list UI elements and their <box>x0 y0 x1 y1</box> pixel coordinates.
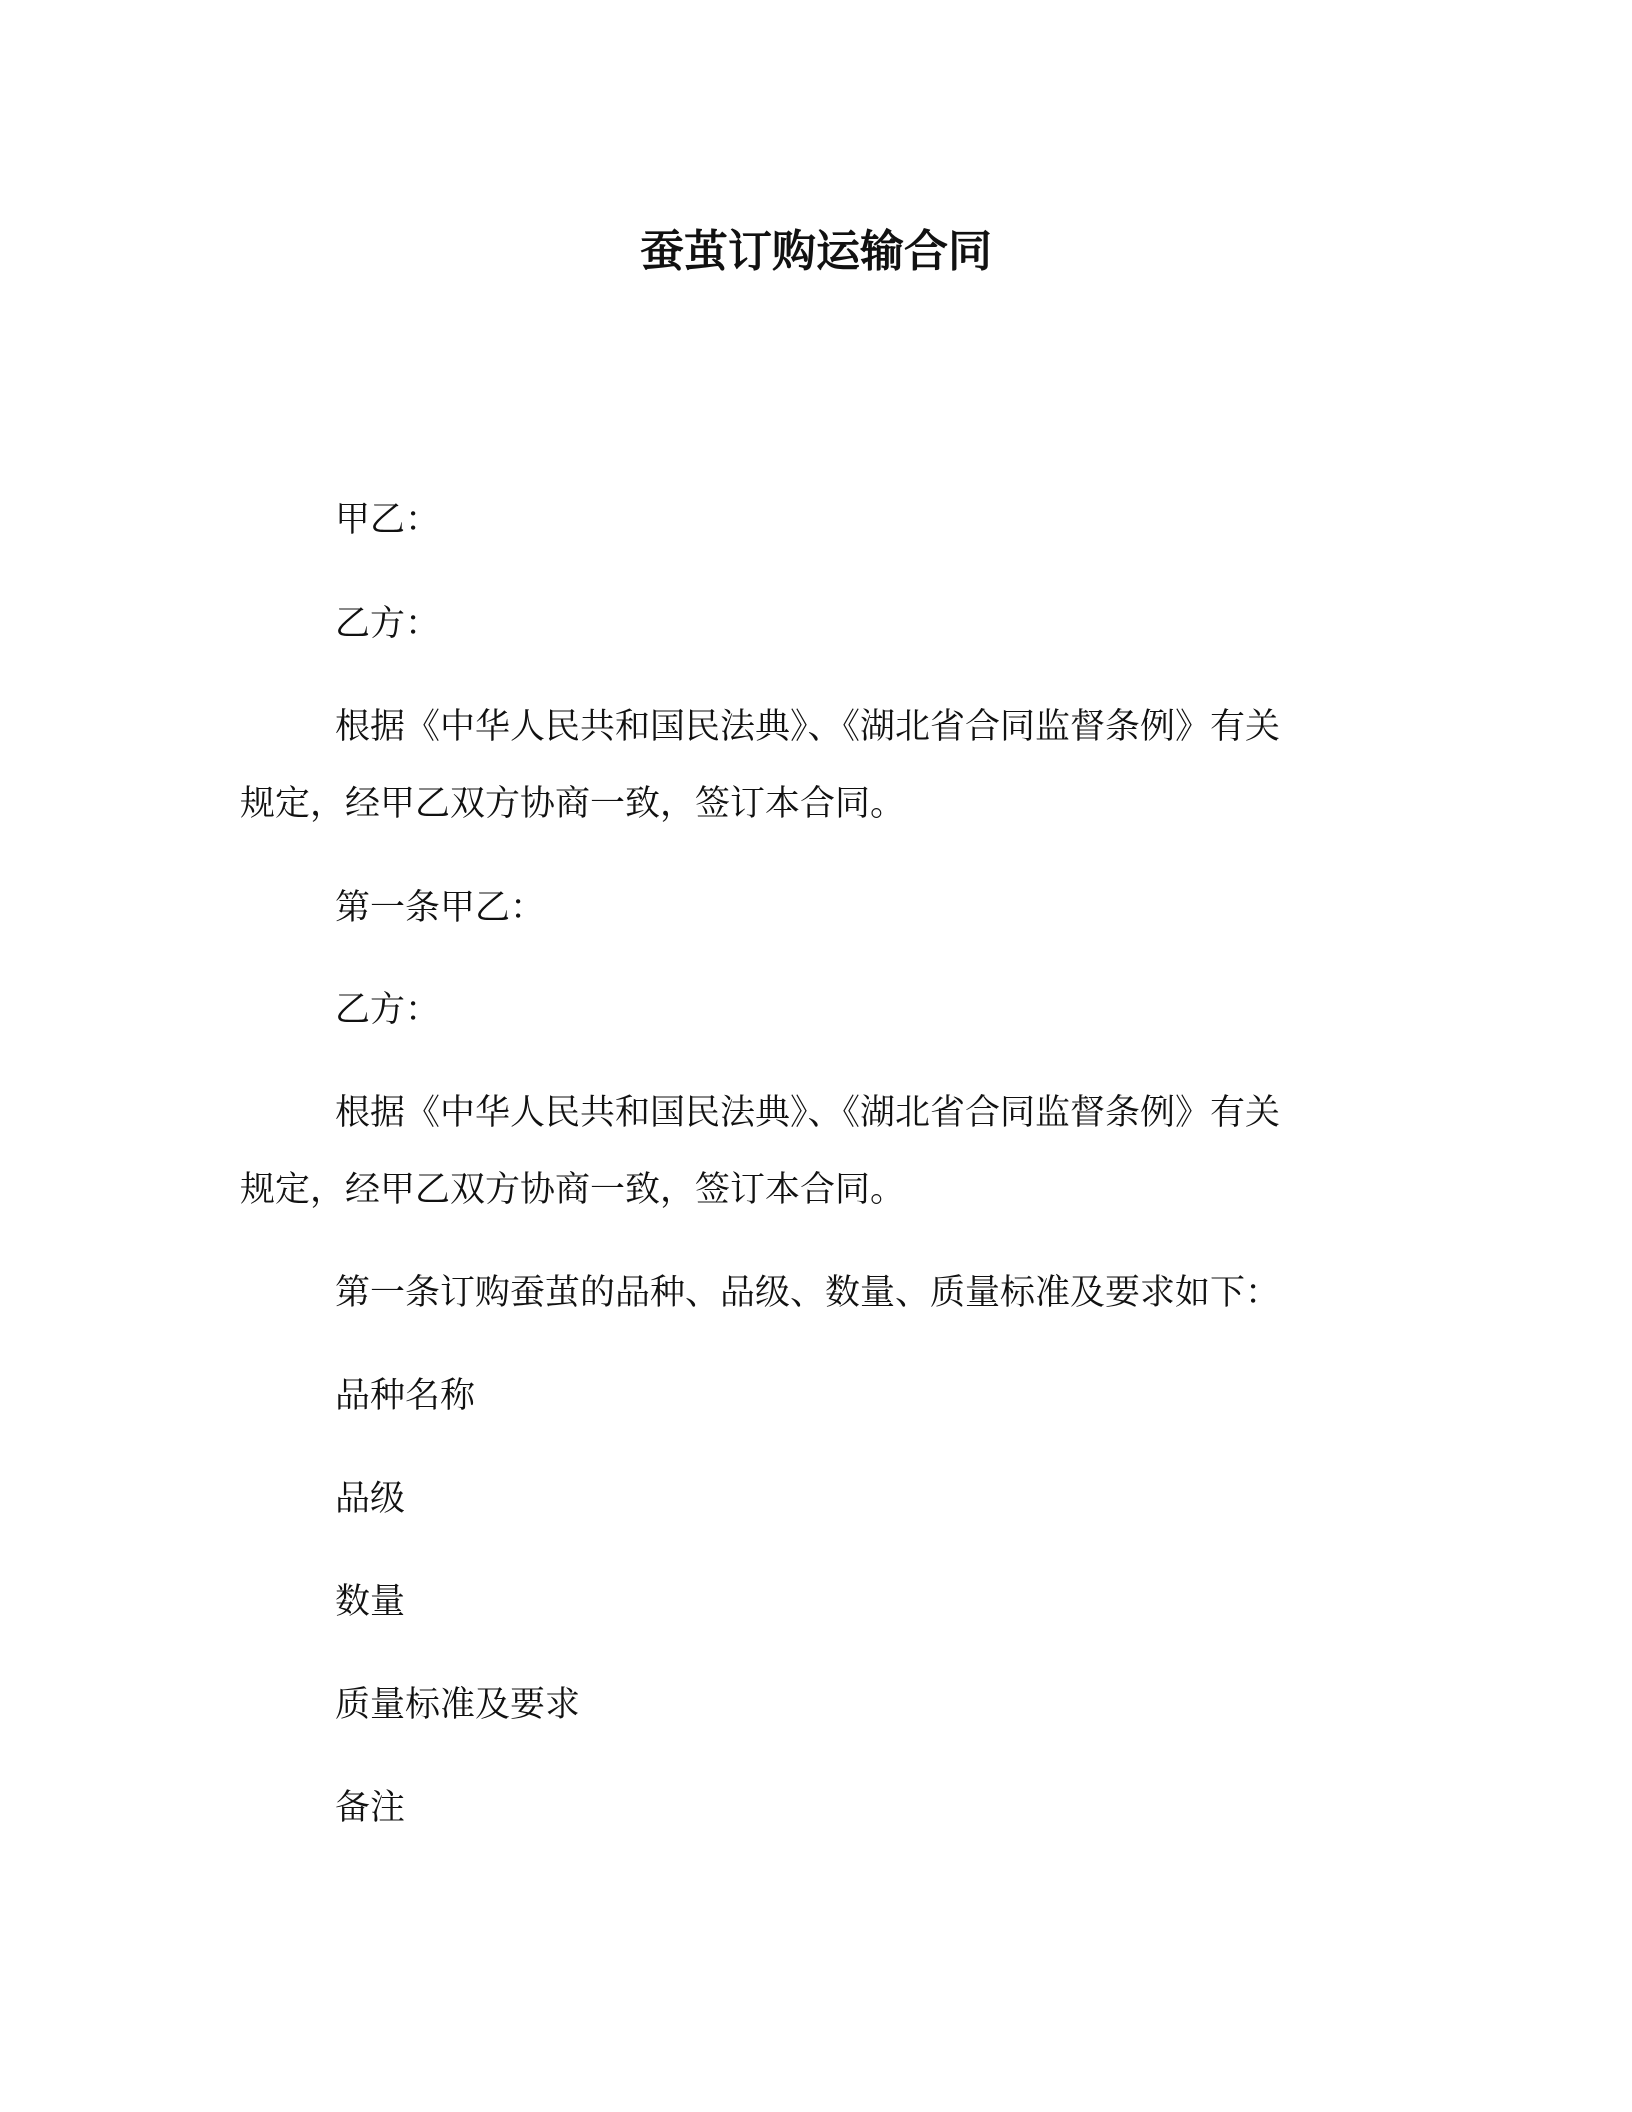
paragraph-quantity <box>240 1564 1370 1641</box>
paragraph-line: 根据《中华人民共和国民法典》、《湖北省合同监督条例》有关 <box>335 1093 1281 1133</box>
paragraph-article-one-order <box>240 1255 1370 1332</box>
paragraph-legal-basis <box>240 689 1370 843</box>
paragraph-line: 数量 <box>335 1582 406 1622</box>
paragraph-line: 规定，经甲乙双方协商一致，签订本合同。 <box>240 1170 906 1210</box>
paragraph-party-b-repeat <box>240 972 1370 1049</box>
paragraph-line: 第一条甲乙： <box>335 888 546 928</box>
paragraph-line: 乙方： <box>335 990 441 1030</box>
paragraph-line: 备注 <box>335 1788 406 1828</box>
paragraph-line: 甲乙： <box>335 500 441 540</box>
paragraph-line: 第一条订购蚕茧的品种、品级、数量、质量标准及要求如下： <box>335 1273 1281 1313</box>
paragraph-grade <box>240 1461 1370 1538</box>
paragraph-line: 品种名称 <box>335 1376 476 1416</box>
paragraph-line: 根据《中华人民共和国民法典》、《湖北省合同监督条例》有关 <box>335 707 1281 747</box>
paragraph-line: 乙方： <box>335 604 441 644</box>
paragraph-article-one-parties <box>240 870 1370 947</box>
paragraph-line: 质量标准及要求 <box>335 1685 581 1725</box>
paragraph-line: 规定，经甲乙双方协商一致，签订本合同。 <box>240 784 906 824</box>
paragraph-party-b <box>240 586 1370 663</box>
paragraph-quality-standard <box>240 1667 1370 1744</box>
paragraph-line: 品级 <box>335 1479 406 1519</box>
document-title: 蚕茧订购运输合同 <box>640 226 992 277</box>
paragraph-remarks <box>240 1770 1370 1847</box>
paragraph-party-a <box>240 482 1370 559</box>
paragraph-legal-basis-repeat <box>240 1075 1370 1229</box>
paragraph-variety-name <box>240 1358 1370 1435</box>
